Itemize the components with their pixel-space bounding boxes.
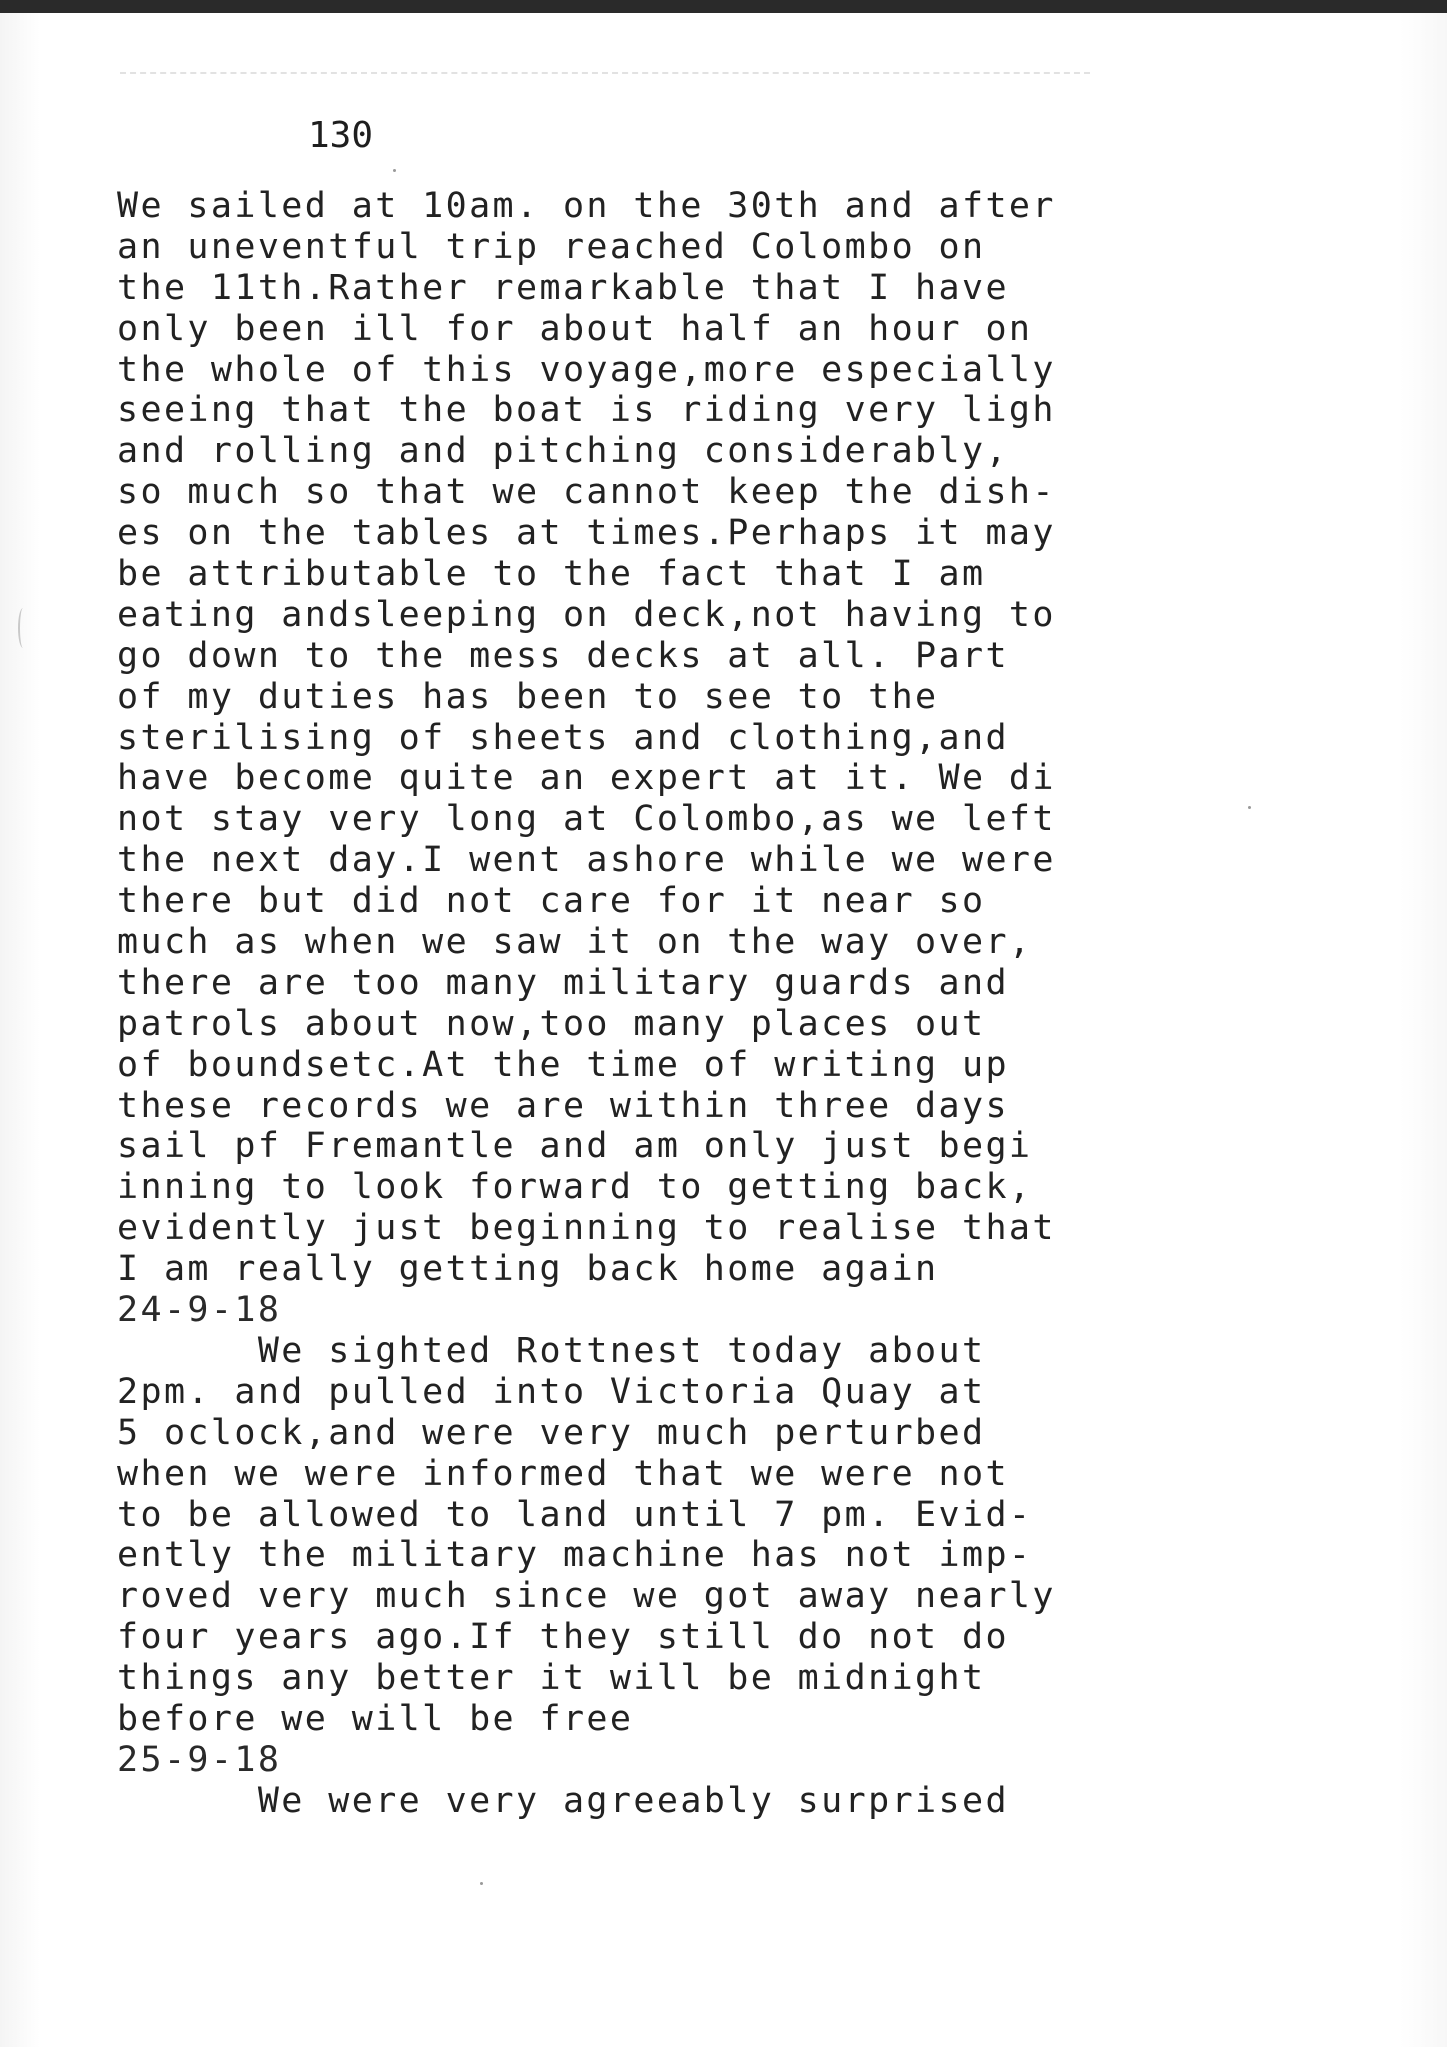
text-line: seeing that the boat is riding very ligh [117, 390, 1056, 431]
text-line: an uneventful trip reached Colombo on [117, 226, 986, 267]
scan-top-border [0, 0, 1447, 13]
faint-rule [120, 72, 1090, 74]
text-line: go down to the mess decks at all. Part [117, 635, 1009, 676]
text-line: We sighted Rottnest today about [117, 1330, 986, 1371]
text-line: of boundsetc.At the time of writing up [117, 1044, 1009, 1085]
text-line: inning to look forward to getting back, [117, 1167, 1033, 1208]
text-line: 5 oclock,and were very much perturbed [117, 1412, 986, 1453]
text-line: there are too many military guards and [117, 962, 1009, 1003]
margin-smudge [18, 608, 28, 648]
text-line: four years ago.If they still do not do [117, 1617, 1009, 1658]
text-line: the 11th.Rather remarkable that I have [117, 267, 1009, 308]
typed-diary-text [117, 186, 1127, 1822]
text-line: the next day.I went ashore while we were [117, 840, 1056, 881]
text-line: much as when we saw it on the way over, [117, 922, 1033, 963]
text-line: evidently just beginning to realise that [117, 1208, 1056, 1249]
text-line: es on the tables at times.Perhaps it may [117, 513, 1056, 554]
text-line: be attributable to the fact that I am [117, 554, 986, 595]
specks [1248, 806, 1251, 809]
text-line: I am really getting back home again [117, 1249, 939, 1290]
date-entry: 25-9-18 [117, 1739, 282, 1780]
text-line: things any better it will be midnight [117, 1658, 986, 1699]
text-line: and rolling and pitching considerably, [117, 431, 1009, 472]
text-line: not stay very long at Colombo,as we left [117, 799, 1056, 840]
text-line: ently the military machine has not imp- [117, 1535, 1033, 1576]
text-line: these records we are within three days [117, 1085, 1009, 1126]
text-line: before we will be free [117, 1698, 634, 1739]
text-line: when we were informed that we were not [117, 1453, 1009, 1494]
text-line: 2pm. and pulled into Victoria Quay at [117, 1371, 986, 1412]
text-line: eating andsleeping on deck,not having to [117, 594, 1056, 635]
date-entry: 24-9-18 [117, 1290, 282, 1331]
text-line: so much so that we cannot keep the dish- [117, 472, 1056, 513]
text-line: to be allowed to land until 7 pm. Evid- [117, 1494, 1033, 1535]
text-line: only been ill for about half an hour on [117, 308, 1033, 349]
text-line: We sailed at 10am. on the 30th and after [117, 186, 1056, 226]
page-number: 130 [308, 115, 374, 156]
text-line: sterilising of sheets and clothing,and [117, 717, 1009, 758]
text-line: the whole of this voyage,more especially [117, 349, 1056, 390]
text-line: have become quite an expert at it. We di [117, 758, 1056, 799]
text-line: roved very much since we got away nearly [117, 1576, 1056, 1617]
text-line: there but did not care for it near so [117, 881, 986, 922]
specks [393, 169, 396, 172]
text-line: of my duties has been to see to the [117, 676, 939, 717]
text-line: patrols about now,too many places out [117, 1003, 986, 1044]
specks [480, 1882, 483, 1885]
text-line: We were very agreeably surprised [117, 1780, 1009, 1821]
text-line: sail pf Fremantle and am only just begi [117, 1126, 1033, 1167]
